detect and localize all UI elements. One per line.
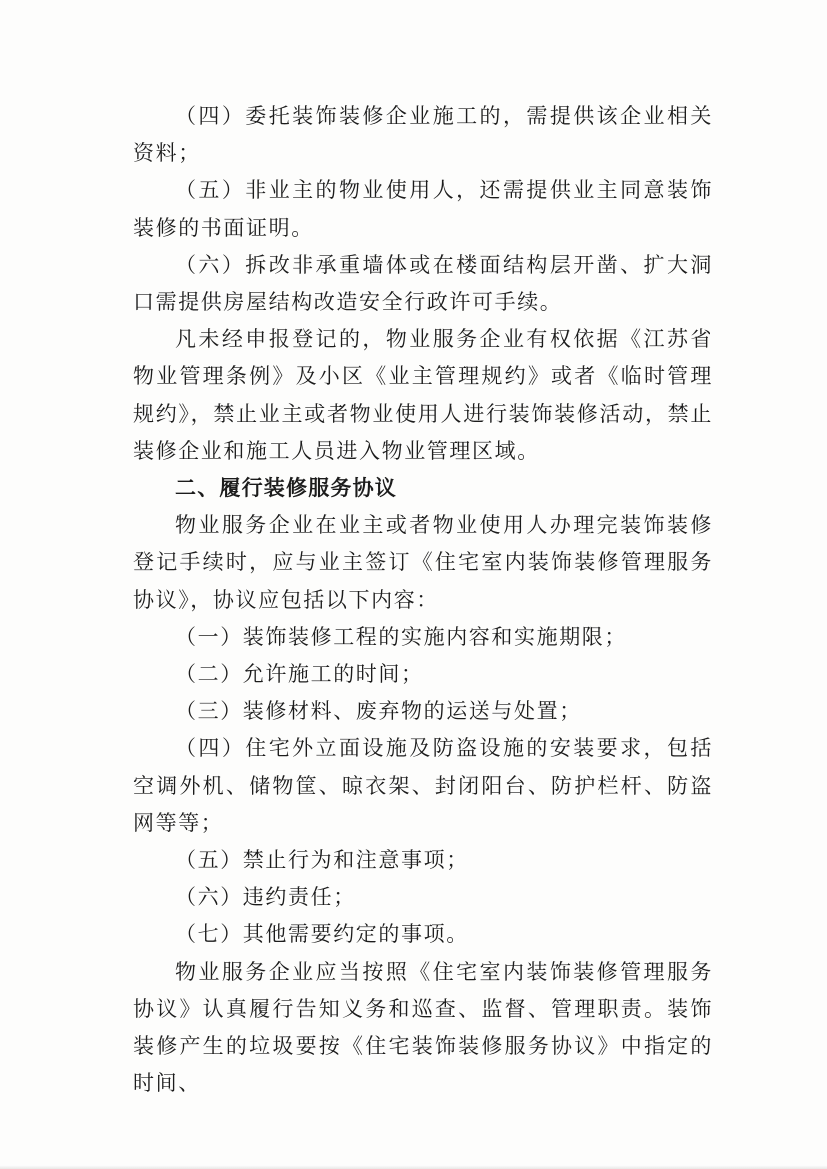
list-item-6-structural-change: （六）拆改非承重墙体或在楼面结构层开凿、扩大洞口需提供房屋结构改造安全行政许可手续。 xyxy=(133,252,713,315)
page-bottom-edge xyxy=(0,1165,827,1169)
agreement-item-5: （五）禁止行为和注意事项； xyxy=(175,848,469,873)
agreement-item-6: （六）违约责任； xyxy=(175,885,356,910)
document-body xyxy=(133,98,713,1102)
duty-paragraph: 物业服务企业应当按照《住宅室内装饰装修管理服务协议》认真履行告知义务和巡查、监督、管理职责。装饰装修产生的垃圾要按《住宅装饰装修服务协议》中指定的时间、 xyxy=(133,959,713,1096)
agreement-intro-paragraph: 物业服务企业在业主或者物业使用人办理完装饰装修登记手续时，应与业主签订《住宅室内装饰装修管理服务协议》，协议应包括以下内容： xyxy=(133,513,713,612)
list-item-5-non-owner-user: （五）非业主的物业使用人，还需提供业主同意装饰装修的书面证明。 xyxy=(133,178,713,240)
agreement-item-7: （七）其他需要约定的事项。 xyxy=(175,922,469,947)
unregistered-paragraph: 凡未经申报登记的，物业服务企业有权依据《江苏省物业管理条例》及小区《业主管理规约》或者《临时管理规约》，禁止业主或者物业使用人进行装饰装修活动，禁止装修企业和施工人员进入物业管理区域。 xyxy=(133,327,713,463)
agreement-item-1: （一）装饰装修工程的实施内容和实施期限； xyxy=(175,624,627,649)
agreement-item-3: （三）装修材料、废弃物的运送与处置； xyxy=(175,699,582,724)
section-heading-2: 二、履行装修服务协议 xyxy=(175,476,397,501)
agreement-item-2: （二）允许施工的时间； xyxy=(175,662,424,687)
agreement-item-4: （四）住宅外立面设施及防盗设施的安装要求，包括空调外机、储物筐、晾衣架、封闭阳台、防护栏杆、防盗网等等； xyxy=(133,736,713,835)
list-item-4-entrust-company: （四）委托装饰装修企业施工的，需提供该企业相关资料； xyxy=(133,104,713,166)
